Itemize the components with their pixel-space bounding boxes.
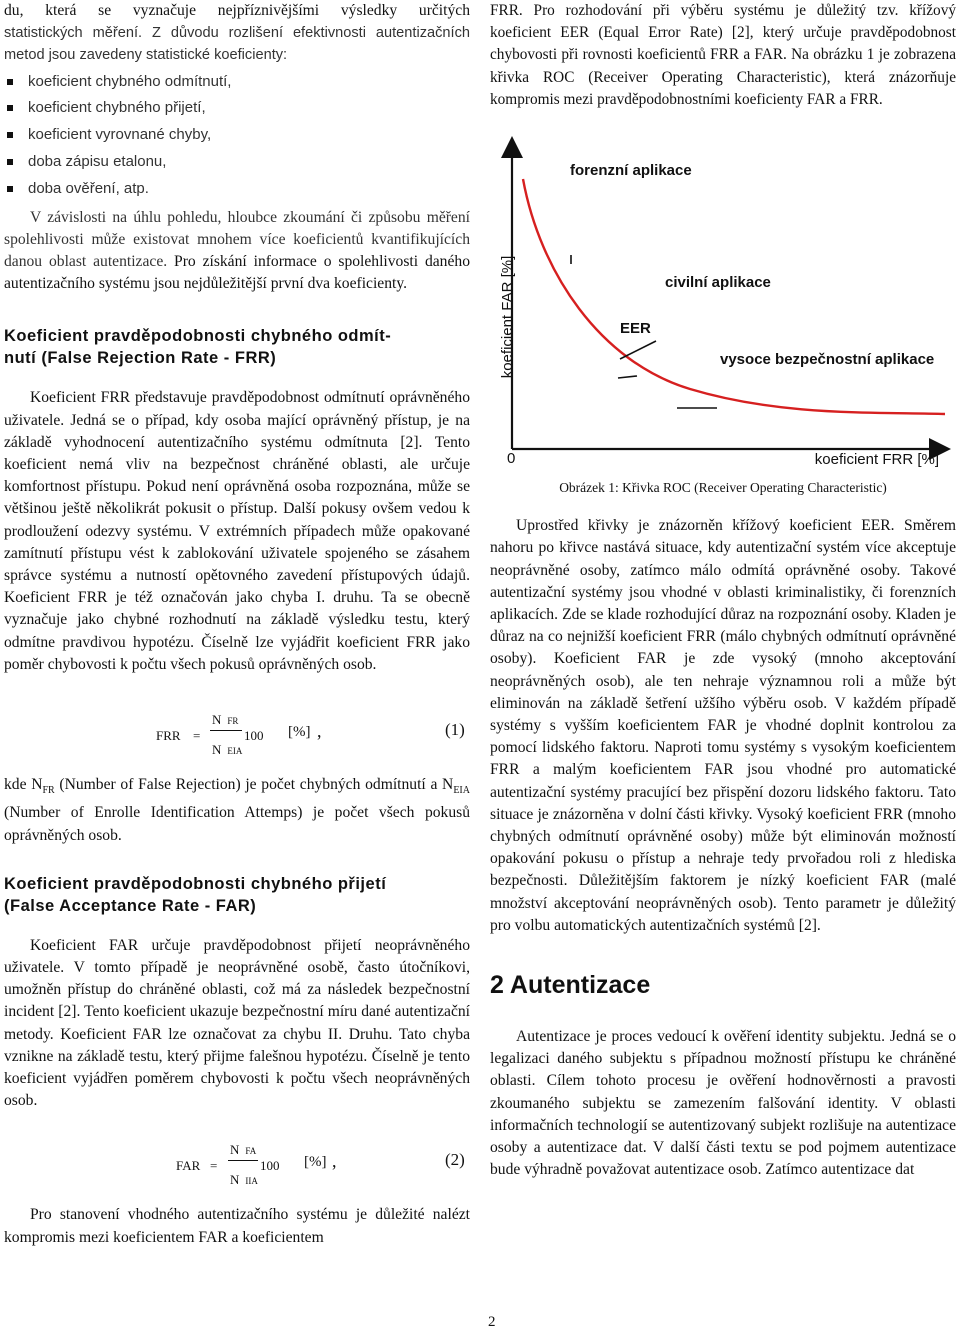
eq1-fraction-bar <box>210 730 242 731</box>
eq1-equals: = <box>193 728 201 744</box>
y-axis-label: koeficient FAR [%] <box>499 255 516 379</box>
eq2-fraction-bar <box>228 1160 258 1161</box>
paragraph-eq1-explain: kde $N_{FR}$ (Number of False Rejection) je počet chybných odmítnutí a $N_{EIA}$ (Number of Enrolle Identification Attemps) je počet všech pokusů oprávněných osob. <box>4 776 470 844</box>
eq2-unit: [%] <box>304 1154 327 1171</box>
x-axis-label: koeficient FRR [%] <box>814 451 939 469</box>
page-number: 2 <box>488 1314 496 1330</box>
eq1-comma: , <box>317 721 322 742</box>
heading-frr <box>4 325 470 369</box>
eq1-numerator: N FR <box>212 712 239 728</box>
roc-curve <box>523 179 945 414</box>
eq1-lhs: FRR <box>156 728 181 744</box>
eq1-denominator: N EIA <box>212 742 243 758</box>
roc-figure <box>490 127 956 473</box>
section-heading-autentizace: 2 Autentizace <box>490 971 651 1000</box>
eq2-multiplier: 100 <box>260 1158 280 1174</box>
right-column <box>490 0 956 1182</box>
heading-far-line-2: (False Acceptance Rate - FAR) <box>4 896 257 915</box>
list-item: koeficient chybného přijetí, <box>4 95 470 122</box>
eq2-number: (2) <box>445 1150 465 1170</box>
eq1-multiplier: 100 <box>244 728 264 744</box>
list-item: koeficient chybného odmítnutí, <box>4 69 470 96</box>
list-item: doba ověření, atp. <box>4 176 470 203</box>
paragraph-far: Koeficient FAR určuje pravděpodobnost přijetí neoprávněného uživatele. V tomto případě je neoprávněné osobě, často útočníkovi, umožněn přístup do chráněné oblasti, což má za následek bezpečnostní incident [2]. Tento koeficient ukazuje bezpečnostní míru dané autentizační metody. Koeficient FAR lze označovat za chybu II. Druhu. Tato chyba vznikne na základě testu, který přijme falešnou hypotézu. Číselně je tento koeficient vyjádřen poměrem chybovosti k počtu všech neoprávněných osob. <box>4 936 470 1110</box>
equation-2 <box>4 1138 470 1190</box>
civil-label: civilní aplikace <box>665 274 771 292</box>
dependence-text: V závislosti na úhlu pohledu, hloubce zkoumání či způsobu měření spolehlivosti může existovat mnohem více koeficientů kvantifikujících danou oblast autentizace. <box>4 208 470 270</box>
eq2-equals: = <box>210 1158 218 1174</box>
paragraph-intro <box>4 0 470 67</box>
eq2-lhs: FAR <box>176 1158 201 1174</box>
heading-frr-line-2: nutí (False Rejection Rate - FRR) <box>4 349 277 368</box>
paragraph-autentizace: Autentizace je proces vedoucí k ověření identity subjektu. Jedná se o legalizaci daného subjektu s případnou možností přístupu ke chráněné oblasti. Cílem tohoto procesu je ověření hodnověrnosti a pravosti zkoumaného subjektu se zamezením falšování identity. V oblasti informačních technologií se autentizovaný subjekt rozlišuje na autentizace osoby a autentizace dat. V další části textu se pod pojmem autentizace bude výhradně považovat autentizace osob. Zatímco autentizace dat <box>490 1028 956 1179</box>
coefficient-list <box>4 69 470 203</box>
roc-chart <box>490 127 956 473</box>
heading-far-line-1: Koeficient pravděpodobnosti chybného přijetí <box>4 874 387 893</box>
heading-far <box>4 873 470 917</box>
heading-frr-line-1: Koeficient pravděpodobnosti chybného odmít- <box>4 327 392 346</box>
figure-caption: Obrázek 1: Křivka ROC (Receiver Operating Characteristic) <box>559 480 887 496</box>
equation-1 <box>4 710 470 762</box>
intro-line-1: du, která se vyznačuje nejpříznivějšími výsledky určitých <box>4 2 470 19</box>
eq1-number: (1) <box>445 720 465 740</box>
eq2-comma: , <box>332 1151 337 1172</box>
civil-pointer <box>620 341 656 359</box>
paragraph-curve-explain: Uprostřed křivky je znázorněn křížový koeficient EER. Směrem nahoru po křivce nastává situace, kdy autentizační systém více akceptuje neoprávněné osoby, zatímco málo odmítá oprávněné osoby. Takové autentizační systémy jsou vhodné v oblasti kriminalistiky, či forenzních aplikacích. Zde se klade rozhodující důraz na rozpoznání osoby. Kladen je důraz na co nejnižší koeficient FRR (málo chybných odmítnutí oprávněné osoby). Koeficient FAR je zde vysoký (mnoho akceptování neoprávněných osob), ale ten nehraje významnou roli a může být eliminován na základě šetření užšího výběru osob. V každém případě systémy s vyšším koeficientem FAR je vhodné doplnit kontrolou za pomocí lidského faktoru. Naproti tomu systémy s vysokým koeficientem FRR a malým koeficientem FAR jsou vhodné pro automatické autentizační systémy pracující bez přispění dozoru lidského faktoru. Tato situace je znázorněna v dolní části křivky. Vysoký koeficient FRR (mnoho chybných odmítnutí oprávněné osoby) může být eliminován možností opakování pokusu o přístup a nehraje tedy prvořadou roli z hlediska bezpečnosti. Důležitějším faktorem je nízký koeficient FAR (malé množství akceptování neoprávněných osob). Tento parametr je důležitý pro volbu automatických autentizačních systémů [2]. <box>490 517 956 934</box>
eer-label: EER <box>620 320 651 338</box>
forensic-label: forenzní aplikace <box>570 162 692 180</box>
high-security-label: vysoce bezpečnostní aplikace <box>720 351 935 369</box>
paragraph-frr: Koeficient FRR představuje pravděpodobnost odmítnutí oprávněného uživatele. Jedná se o případ, kdy osoba mající oprávněný přístup, je na základě vyhodnocení autentizačního systému odmítnuta [2]. Tento koeficient nemá vliv na bezpečnost chráněné oblasti, ale určuje komfortnost přístupu. Pokud není oprávněná osoba rozpoznána, může se většinou ještě několikrát pokusit o přístup. Další pokusy ovšem vedou k prodloužení odezvy systému. V extrémních případech může opakované zamítnutí přístupu vést k zablokování uživatele spojeného se zásahem správce systému a nutností opětovného zavedení přístupových údajů. Koeficient FRR je též označován jako chyba I. druhu. Ta se obecně vyznačuje jako chybné rozhodnutí na základě výsledku testu, který odmítne pravdivou hypotézu. Číselně lze vyjádřit koeficient FRR jako poměr chybovosti k počtu všech pokusů oprávněných osob. <box>4 389 470 673</box>
dependence-text-2: Pro získání informace o spolehlivosti daného autentizačního systému jsou nejdůležitější první dva koeficienty. <box>4 253 470 293</box>
eq2-numerator: N FA <box>230 1142 257 1158</box>
eq2-denominator: N IIA <box>230 1172 258 1188</box>
origin-label: 0 <box>507 450 516 468</box>
left-column <box>4 0 470 1249</box>
eq1-unit: [%] <box>288 724 311 741</box>
paragraph-compromise: Pro stanovení vhodného autentizačního systému je důležité nalézt kompromis mezi koeficientem FAR a koeficientem <box>4 1206 470 1246</box>
paragraph-dependence <box>4 207 470 296</box>
eer-pointer <box>618 376 637 378</box>
list-item: koeficient vyrovnané chyby, <box>4 122 470 149</box>
list-item: doba zápisu etalonu, <box>4 149 470 176</box>
intro-rest: statistických měření. Z důvodu rozlišení efektivnosti autentizačních metod jsou zavedeny statistické koeficienty: <box>4 25 470 64</box>
paragraph-eer: FRR. Pro rozhodování při výběru systému je důležitý tzv. křížový koeficient EER (Equal Error Rate) [2], který určuje pravděpodobnost chybovosti při rovnosti koeficientů FRR a FAR. Na obrázku 1 je zobrazena křivka ROC (Receiver Operating Characteristic), která znázorňuje kompromis mezi pravděpodobnostními koeficienty FAR a FRR. <box>490 2 956 108</box>
